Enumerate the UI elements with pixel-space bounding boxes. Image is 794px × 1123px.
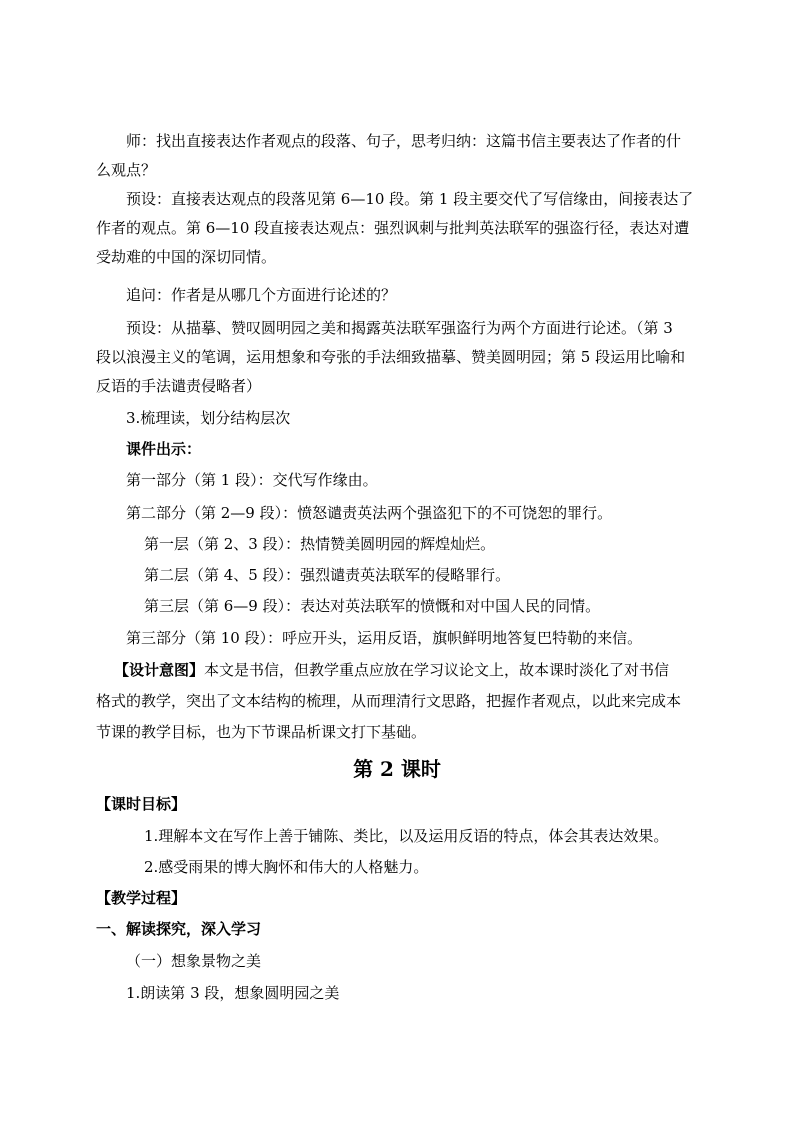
paragraph-line: 作者的观点。第 6—10 段直接表达观点：强烈讽刺与批判英法联军的强盗行径，表达对遭: [96, 219, 690, 237]
step-item: 1.朗读第 3 段，想象圆明园之美: [126, 984, 340, 1002]
paragraph-line: 受劫难的中国的深切同情。: [96, 248, 277, 266]
paragraph-line: 节课的教学目标，也为下节课品析课文打下基础。: [96, 723, 427, 741]
structure-sub-line: 第一层（第 2、3 段）：热情赞美圆明园的辉煌灿烂。: [144, 535, 496, 553]
paragraph-line: 预设：从描摹、赞叹圆明园之美和揭露英法联军强盗行为两个方面进行论述。（第 3: [126, 319, 673, 337]
structure-line: 第一部分（第 1 段）：交代写作缘由。: [126, 471, 378, 489]
paragraph-line: 么观点？: [96, 161, 157, 179]
goal-item: 1.理解本文在写作上善于铺陈、类比，以及运用反语的特点，体会其表达效果。: [144, 827, 669, 845]
paragraph-line: 预设：直接表达观点的段落见第 6—10 段。第 1 段主要交代了写信缘由，间接表达了: [126, 190, 694, 208]
heading-section-one: 一、解读探究，深入学习: [96, 920, 262, 938]
section-step: 3.梳理读，划分结构层次: [126, 409, 291, 427]
structure-sub-line: 第二层（第 4、5 段）：强烈谴责英法联军的侵略罪行。: [144, 566, 511, 584]
goal-item: 2.感受雨果的博大胸怀和伟大的人格魅力。: [144, 858, 429, 876]
design-intent-tag: 【设计意图】: [114, 661, 205, 679]
paragraph-line: 追问：作者是从哪几个方面进行论述的？: [126, 286, 397, 304]
structure-line: 第二部分（第 2—9 段）：愤怒谴责英法两个强盗犯下的不可饶恕的罪行。: [126, 504, 613, 522]
paragraph-line: 反语的手法谴责侵略者）: [96, 377, 262, 395]
paragraph-line: 师：找出直接表达作者观点的段落、句子，思考归纳：这篇书信主要表达了作者的什: [126, 132, 682, 150]
heading-teaching-process: 【教学过程】: [96, 889, 187, 907]
paragraph-line: 段以浪漫主义的笔调，运用想象和夸张的手法细致描摹、赞美圆明园；第 5 段运用比喻和: [96, 348, 686, 366]
design-intent-line: [114, 660, 669, 680]
heading-lesson-goals: 【课时目标】: [96, 795, 187, 813]
courseware-label: 课件出示：: [126, 440, 202, 458]
subheading: （一）想象景物之美: [126, 952, 262, 970]
design-intent-text: 本文是书信，但教学重点应放在学习议论文上，故本课时淡化了对书信: [204, 661, 670, 679]
structure-line: 第三部分（第 10 段）：呼应开头，运用反语，旗帜鲜明地答复巴特勒的来信。: [126, 629, 643, 647]
paragraph-line: 格式的教学，突出了文本结构的梳理，从而理清行文思路，把握作者观点，以此来完成本: [96, 692, 682, 710]
structure-sub-line: 第三层（第 6—9 段）：表达对英法联军的愤慨和对中国人民的同情。: [144, 597, 601, 615]
lesson-title: 第 2 课时: [353, 757, 441, 781]
